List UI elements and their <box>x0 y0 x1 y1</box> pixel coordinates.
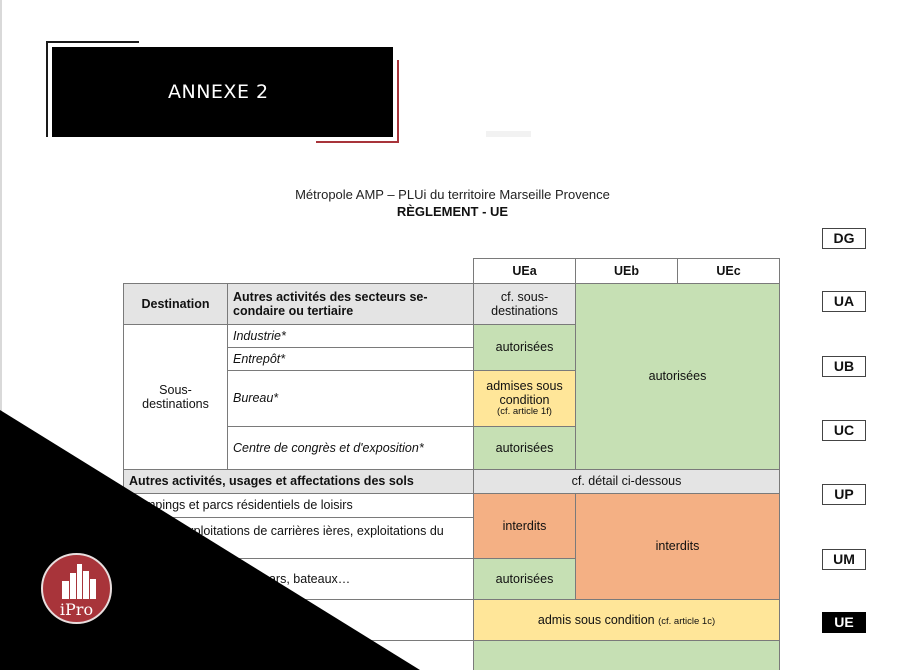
uea-garage-cell: autorisées <box>474 559 576 600</box>
row-label-carrieres: ctures et exploitations de carrières ières, exploitations du sous-sol <box>124 518 474 559</box>
banner-shadow <box>486 131 531 137</box>
zone-tab-um[interactable]: UM <box>822 549 866 570</box>
zone-tab-ua[interactable]: UA <box>822 291 866 312</box>
uea-bureau-cell <box>474 371 576 427</box>
banner-frame-bottom-right <box>316 60 399 143</box>
column-header-ueb: UEb <box>576 259 678 284</box>
destination-uea-cell: cf. sous-destinations <box>474 284 576 325</box>
zone-tab-ue[interactable]: UE <box>822 612 866 633</box>
last-row-value-cell <box>474 641 780 670</box>
plein-air-condition: admis sous condition <box>537 612 655 627</box>
city-building-icon <box>60 563 97 599</box>
table-row <box>124 284 780 325</box>
row-label-garage: page et d'hivernage ing-cars, bateaux… <box>124 559 474 600</box>
destination-label: Destination <box>124 284 228 325</box>
table-header-row <box>124 259 780 284</box>
ipro-logo[interactable] <box>41 553 112 624</box>
sub-destination-entrepot: Entrepôt* <box>228 348 474 371</box>
row-label-plein-air: in air ne) <box>124 600 474 641</box>
destination-value: Autres activités des secteurs se-condaire ou tertiaire <box>228 284 474 325</box>
column-header-uea: UEa <box>474 259 576 284</box>
zone-tab-up[interactable]: UP <box>822 484 866 505</box>
row-label-last: ement et à auffage <box>124 641 474 670</box>
autres-activites-value: cf. détail ci-dessous <box>474 470 780 494</box>
zone-tab-ub[interactable]: UB <box>822 356 866 377</box>
document-subtitle: RÈGLEMENT - UE <box>396 204 509 219</box>
sub-destination-bureau: Bureau* <box>228 371 474 427</box>
header-blank <box>228 259 474 284</box>
sub-destination-industrie: Industrie* <box>228 325 474 348</box>
bureau-condition-note: (cf. article 1f) <box>497 406 552 418</box>
banner-title: ANNEXE 2 <box>168 81 269 103</box>
plein-air-value-cell <box>474 600 780 641</box>
logo-text: iPro <box>59 600 94 619</box>
column-header-uec: UEc <box>678 259 780 284</box>
bureau-condition-text: admises sous condition <box>486 378 563 408</box>
header-blank <box>124 259 228 284</box>
uea-industrie-entrepot-cell: autorisées <box>474 325 576 371</box>
zone-tab-dg[interactable]: DG <box>822 228 866 249</box>
ueb-uec-campings-garage-cell: interdits <box>576 494 780 600</box>
sous-destinations-label: Sous-destinations <box>124 325 228 470</box>
sub-destination-centre-congres: Centre de congrès et d'exposition* <box>228 427 474 470</box>
uea-campings-carrieres-cell: interdits <box>474 494 576 559</box>
autres-activites-label: Autres activités, usages et affectations des sols <box>124 470 474 494</box>
uea-centre-congres-cell: autorisées <box>474 427 576 470</box>
document-title: Métropole AMP – PLUi du territoire Marseille Provence <box>295 187 610 202</box>
ueb-uec-sous-destinations-cell: autorisées <box>576 284 780 470</box>
plein-air-note: (cf. article 1c) <box>658 615 716 627</box>
corner-overlay <box>0 410 420 670</box>
row-label-campings: Campings et parcs résidentiels de loisirs <box>124 494 474 518</box>
zone-tab-uc[interactable]: UC <box>822 420 866 441</box>
